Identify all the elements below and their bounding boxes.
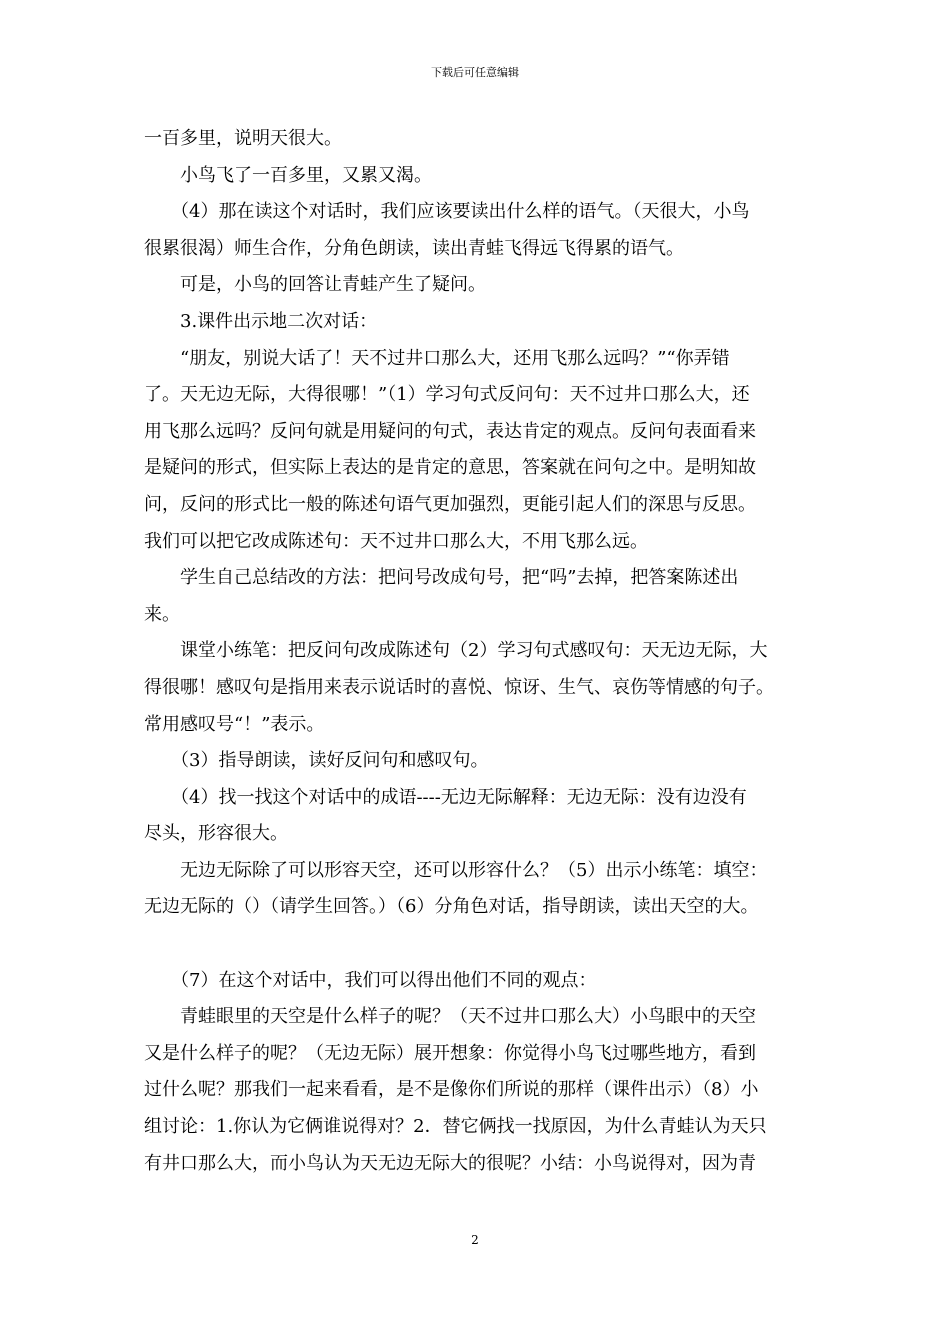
text-line: “朋友，别说大话了！天不过井口那么大，还用飞那么远吗？”“你弄错 (144, 347, 730, 369)
paragraph-gap (144, 926, 824, 963)
page-header: 下载后可任意编辑 (431, 66, 519, 79)
page-number: 2 (471, 1233, 479, 1247)
text-line: 得很哪！感叹句是指用来表示说话时的喜悦、惊讶、生气、哀伤等情感的句子。 (144, 676, 774, 698)
text-line: 可是，小鸟的回答让青蛙产生了疑问。 (144, 274, 486, 296)
text-line: 一百多里，说明天很大。 (144, 128, 342, 149)
text-line: 有井口那么大，而小鸟认为天无边无际大的很呢？小结：小鸟说得对，因为青 (144, 1152, 756, 1174)
text-line: 用飞那么远吗？反问句就是用疑问的句式，表达肯定的观点。反问句表面看来 (144, 420, 756, 442)
text-line: 学生自己总结改的方法：把问号改成句号，把“吗”去掉，把答案陈述出 (144, 567, 739, 589)
text-line: 是疑问的形式，但实际上表达的是肯定的意思，答案就在问句之中。是明知故 (144, 457, 756, 479)
text-line: 小鸟飞了一百多里，又累又渴。 (144, 164, 432, 186)
text-line: （7）在这个对话中，我们可以得出他们不同的观点： (144, 969, 597, 991)
text-line: （4）那在读这个对话时，我们应该要读出什么样的语气。（天很大，小鸟 (144, 201, 750, 223)
text-line: 组讨论：1.你认为它俩谁说得对？2．替它俩找一找原因，为什么青蛙认为天只 (144, 1116, 767, 1138)
text-line: 常用感叹号“！”表示。 (144, 713, 325, 735)
text-line: 很累很渴）师生合作，分角色朗读，读出青蛙飞得远飞得累的语气。 (144, 237, 684, 259)
text-line: 过什么呢？那我们一起来看看，是不是像你们所说的那样（课件出示）（8）小 (144, 1079, 759, 1101)
text-line: （3）指导朗读，读好反问句和感叹句。 (144, 750, 489, 772)
text-line: 又是什么样子的呢？（无边无际）展开想象：你觉得小鸟飞过哪些地方，看到 (144, 1042, 756, 1064)
text-line: （4）找一找这个对话中的成语----无边无际解释：无边无际：没有边没有 (144, 786, 747, 808)
document-body (144, 121, 824, 1182)
text-line: 了。天无边无际，大得很哪！”（1）学习句式反问句：天不过井口那么大，还 (144, 384, 750, 406)
text-line: 无边无际除了可以形容天空，还可以形容什么？（5）出示小练笔：填空： (144, 859, 768, 881)
text-line: 我们可以把它改成陈述句：天不过井口那么大，不用飞那么远。 (144, 530, 648, 552)
text-line: 青蛙眼里的天空是什么样子的呢？（天不过井口那么大）小鸟眼中的天空 (144, 1006, 756, 1028)
text-line: 问，反问的形式比一般的陈述句语气更加强烈，更能引起人们的深思与反思。 (144, 493, 756, 515)
text-line: 尽头，形容很大。 (144, 823, 288, 845)
text-line: 课堂小练笔：把反问句改成陈述句（2）学习句式感叹句：天无边无际，大 (144, 640, 768, 662)
text-line: 无边无际的（）（请学生回答。）（6）分角色对话，指导朗读，读出天空的大。 (144, 896, 759, 918)
text-line: 来。 (144, 603, 180, 625)
text-line: 3.课件出示地二次对话： (144, 310, 378, 332)
